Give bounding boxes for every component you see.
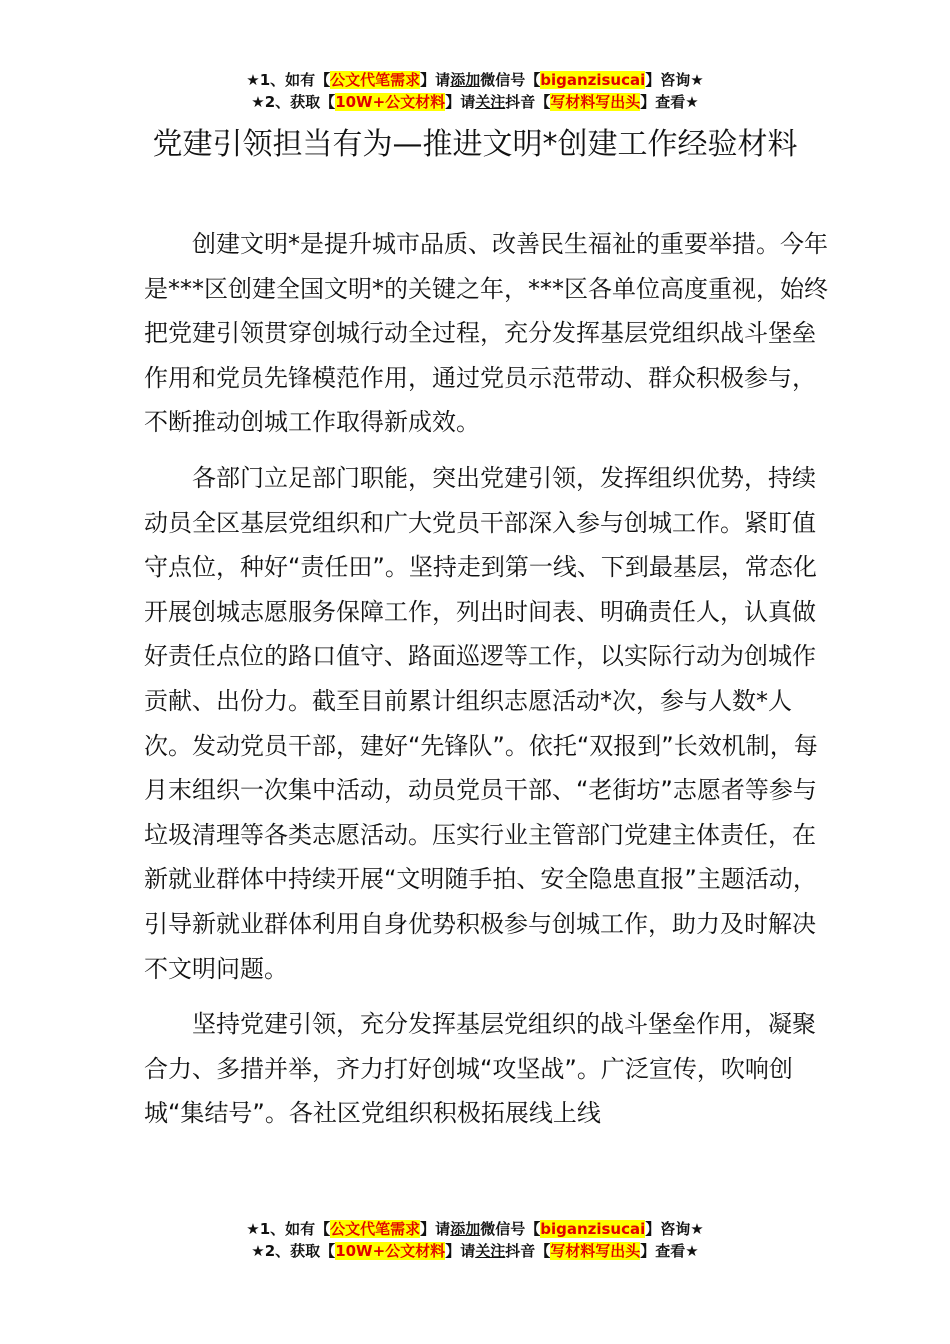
- promo-text: 】请: [445, 93, 476, 111]
- promo-highlight: 公文代笔需求: [330, 71, 421, 89]
- promo-underlined-text: 关注: [475, 93, 506, 111]
- promo-text: 】请: [445, 1242, 476, 1260]
- promo-text: 】查看★: [640, 1242, 699, 1260]
- promo-text: 】请: [420, 1220, 451, 1238]
- promo-line-1: [0, 1218, 950, 1240]
- promo-line-1: [0, 69, 950, 91]
- promo-text: 微信号【: [480, 1220, 541, 1238]
- promo-highlight: 10W+公文材料: [335, 1242, 446, 1260]
- promo-text: 】咨询★: [645, 1220, 704, 1238]
- promo-highlight: 写材料写出头: [550, 1242, 641, 1260]
- body-paragraph: 坚持党建引领，充分发挥基层党组织的战斗堡垒作用，凝聚合力、多措并举，齐力打好创城“攻坚战”。广泛宣传，吹响创城“集结号”。各社区党组织积极拓展线上线: [144, 1010, 816, 1128]
- promo-text: 】请: [420, 71, 451, 89]
- promo-underlined-text: 关注: [475, 1242, 506, 1260]
- promo-text: 】咨询★: [645, 71, 704, 89]
- promo-highlight: biganzisucai: [540, 71, 646, 89]
- promo-line-2: [0, 91, 950, 113]
- promo-highlight: 10W+公文材料: [335, 93, 446, 111]
- promo-text: ★2、获取【: [251, 93, 336, 111]
- promo-highlight: biganzisucai: [540, 1220, 646, 1238]
- promo-text: ★1、如有【: [246, 71, 331, 89]
- promo-text: 】查看★: [640, 93, 699, 111]
- promo-text: ★2、获取【: [251, 1242, 336, 1260]
- promo-text: 抖音【: [505, 1242, 551, 1260]
- document-body: [144, 222, 832, 1147]
- promo-highlight: 写材料写出头: [550, 93, 641, 111]
- promo-highlight: 公文代笔需求: [330, 1220, 421, 1238]
- promo-underlined-text: 添加: [450, 1220, 481, 1238]
- footer-promo-banner: [0, 1218, 950, 1262]
- promo-text: ★1、如有【: [246, 1220, 331, 1238]
- document-title: 党建引领担当有为—推进文明*创建工作经验材料: [152, 127, 798, 162]
- promo-text: 抖音【: [505, 93, 551, 111]
- promo-line-2: [0, 1240, 950, 1262]
- header-promo-banner: [0, 69, 950, 113]
- body-paragraph: 各部门立足部门职能，突出党建引领，发挥组织优势，持续动员全区基层党组织和广大党员干部深入参与创城工作。紧盯值守点位，种好“责任田”。坚持走到第一线、下到最基层，常态化开展创城志愿服务保障工作，列出时间表、明确责任人，认真做好责任点位的路口值守、路面巡逻等工作，以实际行动为创城作贡献、出份力。截至目前累计组织志愿活动*次，参与人数*人次。发动党员干部，建好“先锋队”。依托“双报到”长效机制，每月末组织一次集中活动，动员党员干部、“老街坊”志愿者等参与垃圾清理等各类志愿活动。压实行业主管部门党建主体责任，在新就业群体中持续开展“文明随手拍、安全隐患直报”主题活动，引导新就业群体利用自身优势积极参与创城工作，助力及时解决不文明问题。: [144, 463, 818, 983]
- body-paragraph: 创建文明*是提升城市品质、改善民生福祉的重要举措。今年是***区创建全国文明*的关键之年，***区各单位高度重视，始终把党建引领贯穿创城行动全过程，充分发挥基层党组织战斗堡垒作用和党员先锋模范作用，通过党员示范带动、群众积极参与，不断推动创城工作取得新成效。: [144, 230, 828, 437]
- promo-underlined-text: 添加: [450, 71, 481, 89]
- promo-text: 微信号【: [480, 71, 541, 89]
